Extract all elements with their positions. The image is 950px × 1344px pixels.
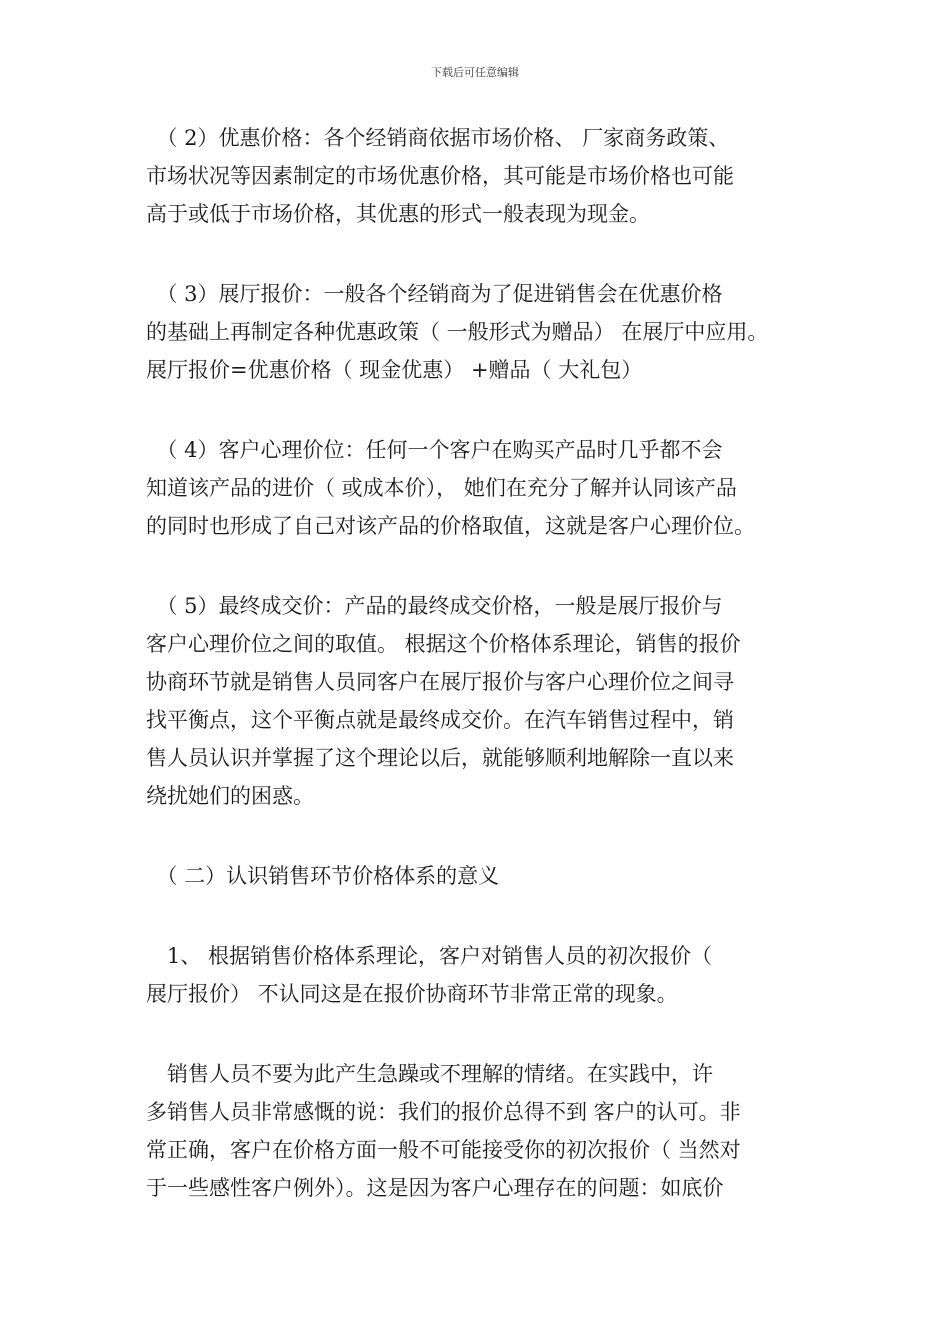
text-line: 展厅报价=优惠价格（ 现金优惠） +赠品（ 大礼包） xyxy=(146,358,643,382)
paragraph-customer-psychological-price xyxy=(146,431,810,545)
document-body xyxy=(146,119,810,1249)
paragraph-final-deal-price xyxy=(146,587,810,815)
text-line: 的基础上再制定各种优惠政策（ 一般形式为赠品） 在展厅中应用。 xyxy=(146,320,769,344)
text-line: （ 4）客户心理价位：任何一个客户在购买产品时几乎都不会 xyxy=(146,438,723,462)
text-line: 常正确，客户在价格方面一般不可能接受你的初次报价（ 当然对 xyxy=(146,1138,741,1162)
paragraph-point-1 xyxy=(146,937,810,1013)
text-line: 市场状况等因素制定的市场优惠价格，其可能是市场价格也可能 xyxy=(146,164,734,188)
text-line: 找平衡点，这个平衡点就是最终成交价。在汽车销售过程中，销 xyxy=(146,708,734,732)
text-line: （ 2）优惠价格：各个经销商依据市场价格、 厂家商务政策、 xyxy=(146,126,730,150)
paragraph-preferential-price xyxy=(146,119,810,233)
text-line: 销售人员不要为此产生急躁或不理解的情绪。在实践中，许 xyxy=(146,1062,713,1086)
page-header: 下载后可任意编辑 xyxy=(431,66,519,79)
text-line: 多销售人员非常感慨的说：我们的报价总得不到 客户的认可。非 xyxy=(146,1100,741,1124)
paragraph-showroom-quote xyxy=(146,275,810,389)
text-line: 1、 根据销售价格体系理论，客户对销售人员的初次报价（ xyxy=(146,944,713,968)
text-line: 售人员认识并掌握了这个理论以后，就能够顺利地解除一直以来 xyxy=(146,746,734,770)
text-line: 高于或低于市场价格，其优惠的形式一般表现为现金。 xyxy=(146,202,650,226)
text-line: 的同时也形成了自己对该产品的价格取值，这就是客户心理价位。 xyxy=(146,514,755,538)
text-line: （ 二）认识销售环节价格体系的意义 xyxy=(146,864,500,888)
text-line: 知道该产品的进价（ 或成本价）， 她们在充分了解并认同该产品 xyxy=(146,476,737,500)
section-heading xyxy=(146,857,810,895)
text-line: 协商环节就是销售人员同客户在展厅报价与客户心理价位之间寻 xyxy=(146,670,734,694)
text-line: 于一些感性客户例外）。这是因为客户心理存在的问题：如底价 xyxy=(146,1176,724,1200)
text-line: 展厅报价） 不认同这是在报价协商环节非常正常的现象。 xyxy=(146,982,678,1006)
text-line: （ 3）展厅报价：一般各个经销商为了促进销售会在优惠价格 xyxy=(146,282,723,306)
text-line: 绕扰她们的困惑。 xyxy=(146,784,314,808)
paragraph-sales-staff xyxy=(146,1055,810,1207)
text-line: 客户心理价位之间的取值。 根据这个价格体系理论，销售的报价 xyxy=(146,632,741,656)
text-line: （ 5）最终成交价：产品的最终成交价格，一般是展厅报价与 xyxy=(146,594,723,618)
